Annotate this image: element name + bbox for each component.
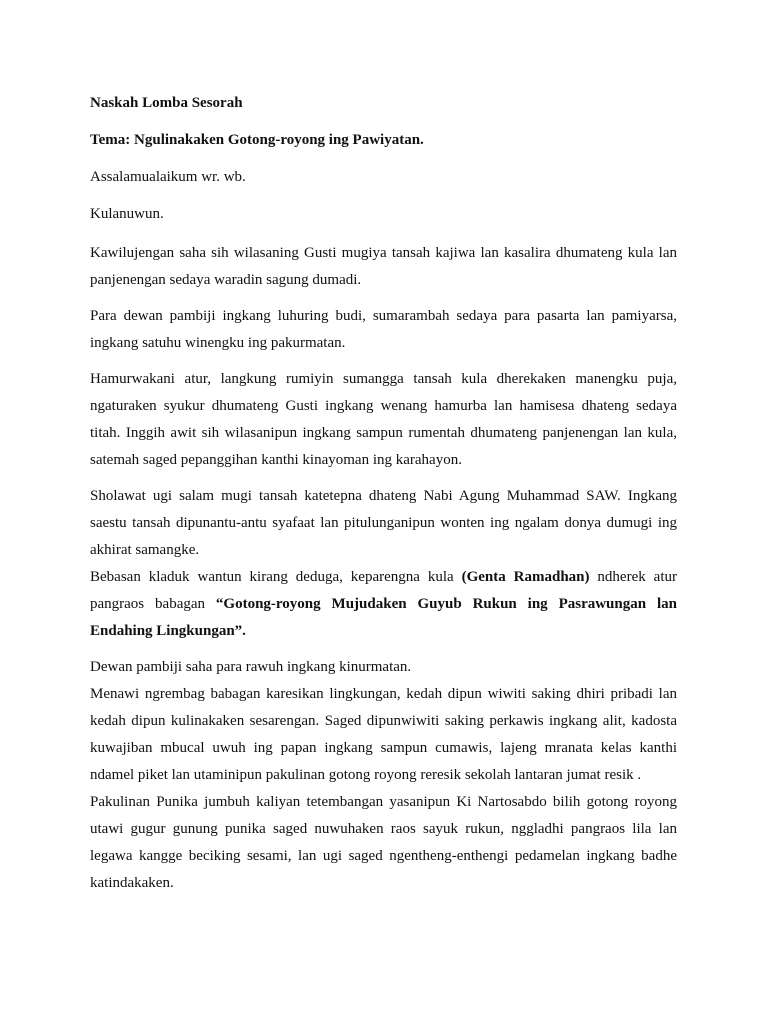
paragraph-5-bold-name: (Genta Ramadhan) — [461, 569, 590, 585]
paragraph-5-text-2: ndherek atur pangraos babagan — [90, 569, 677, 612]
paragraph-2: Para dewan pambiji ingkang luhuring budi, sumarambah sedaya para pasarta lan pamiyarsa, ingkang satuhu winengku ing pakurmatan. — [90, 308, 677, 351]
paragraph-5-text-1: Bebasan kladuk wantun kirang deduga, keparengna kula — [90, 569, 462, 585]
greeting: Assalamualaikum wr. wb. — [90, 169, 246, 185]
greeting-kulanuwun: Kulanuwun. — [90, 206, 164, 222]
paragraph-3: Hamurwakani atur, langkung rumiyin sumangga tansah kula dherekaken manengku puja, ngaturaken syukur dhumateng Gusti ingkang wenang hamurba lan hamisesa dhateng sedaya titah. Inggih awit sih wilasanipun ingkang sampun rumentah dhumateng panjenengan lan kula, satemah saged pepanggihan kanthi kinayoman ing karahayon. — [90, 371, 677, 468]
document-theme: Tema: Ngulinakaken Gotong-royong ing Pawiyatan. — [90, 132, 424, 148]
paragraph-5-bold-topic: “Gotong-royong Mujudaken Guyub Rukun ing Pasrawungan lan Endahing Lingkungan”. — [90, 596, 677, 639]
paragraph-5 — [90, 564, 677, 645]
paragraph-6: Dewan pambiji saha para rawuh ingkang kinurmatan. — [90, 659, 412, 675]
paragraph-1: Kawilujengan saha sih wilasaning Gusti mugiya tansah kajiwa lan kasalira dhumateng kula lan panjenengan sedaya waradin sagung dumadi. — [90, 245, 677, 288]
document-page — [90, 92, 677, 897]
paragraph-8: Pakulinan Punika jumbuh kaliyan tetembangan yasanipun Ki Nartosabdo bilih gotong royong utawi gugur gunung punika saged nuwuhaken raos sayuk rukun, nggladhi pangraos lila lan legawa kangge beciking sesami, lan ugi saged ngentheng-enthengi pedamelan ingkang badhe katindakaken. — [90, 794, 677, 891]
paragraph-4: Sholawat ugi salam mugi tansah katetepna dhateng Nabi Agung Muhammad SAW. Ingkang saestu tansah dipunantu-antu syafaat lan pitulunganipun wonten ing ngalam donya dumugi ing akhirat samangke. — [90, 488, 677, 558]
document-title: Naskah Lomba Sesorah — [90, 95, 243, 111]
paragraph-7: Menawi ngrembag babagan karesikan lingkungan, kedah dipun wiwiti saking dhiri pribadi lan kedah dipun kulinakaken sesarengan. Saged dipunwiwiti saking perkawis ingkang alit, kadosta kuwajiban mbucal uwuh ing papan ingkang sampun cumawis, lajeng mranata kelas kanthi ndamel piket lan utaminipun pakulinan gotong royong reresik sekolah lantaran jumat resik . — [90, 686, 677, 783]
